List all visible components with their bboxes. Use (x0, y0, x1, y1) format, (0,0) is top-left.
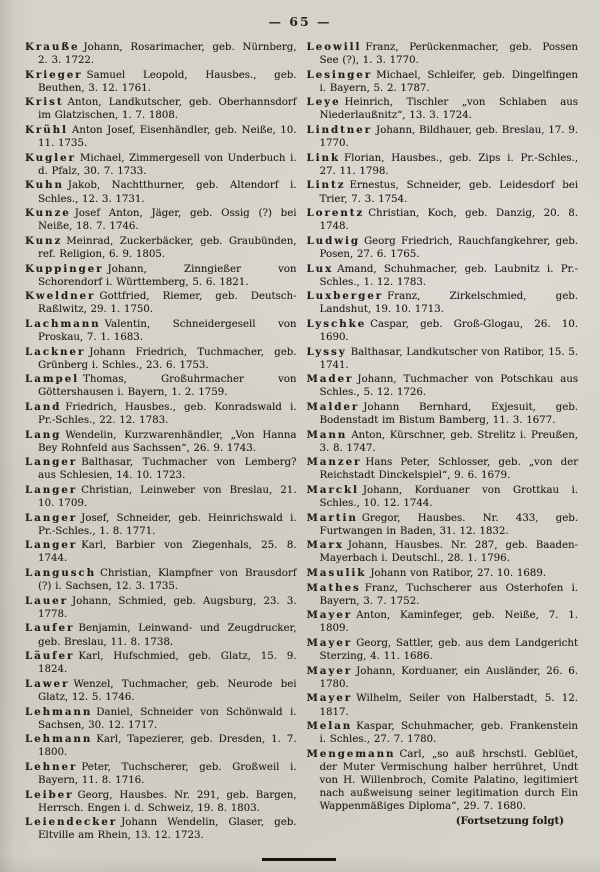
entry-details: Johann, Tuchmacher von Potschkau aus Schles., 5. 12. 1726. (319, 374, 578, 399)
directory-entry (25, 207, 297, 233)
entry-details: Michael, Zimmergesell von Underbuch i. d. Pfalz, 30. 7. 1733. (38, 152, 297, 177)
entry-details: Franz, Tuchscherer aus Osterhofen i. Bayern, 3. 7. 1752. (319, 582, 578, 607)
entry-details: Josef, Schneider, geb. Heinrichswald i. Pr.-Schles., 1. 8. 1771. (38, 512, 297, 537)
directory-entry (307, 665, 579, 691)
entry-details: Gregor, Hausbes. Nr. 433, geb. Furtwangen in Baden, 31. 12. 1832. (319, 512, 578, 537)
entry-surname: Melan (306, 720, 353, 733)
entry-details: Hans Peter, Schlosser, geb. „von der Reichstadt Dinckelspiel“, 9. 6. 1679. (319, 457, 578, 482)
entry-surname: Mayer (306, 664, 353, 677)
directory-entry (25, 816, 297, 842)
entry-surname: Lampel (25, 373, 80, 386)
entry-details: Johann von Ratibor, 27. 10. 1689. (370, 568, 546, 580)
directory-entry (307, 290, 579, 316)
entry-surname: Langusch (25, 567, 97, 580)
entry-surname: Malder (306, 400, 360, 413)
entry-surname: Kunze (25, 207, 71, 220)
entry-surname: Mayer (306, 692, 353, 705)
entry-surname: Mathes (306, 581, 361, 594)
directory-entry (307, 69, 579, 95)
entry-details: Balthasar, Landkutscher von Ratibor, 15. 5. 1741. (319, 346, 578, 371)
entry-surname: Lachmann (25, 317, 101, 330)
directory-entry (25, 179, 297, 205)
entry-details: Anton, Kürschner, geb. Strelitz i. Preußen, 3. 8. 1747. (319, 429, 578, 454)
continuation-note: (Fortsetzung folgt) (455, 814, 564, 827)
entry-surname: Lintz (306, 179, 346, 192)
directory-entry (307, 456, 579, 482)
entry-details: Georg, Sattler, geb. aus dem Landgericht Sterzing, 4. 11. 1686. (319, 638, 578, 663)
entry-details: Gottfried, Riemer, geb. Deutsch-Raßlwitz, 29. 1. 1750. (38, 291, 297, 316)
directory-entry (307, 346, 579, 372)
entry-surname: Masulik (306, 567, 367, 580)
entry-details: Michael, Schleifer, geb. Dingelfingen i. Bayern, 5. 2. 1787. (319, 69, 578, 94)
entry-surname: Lesinger (306, 68, 373, 81)
entry-details: Wilhelm, Seiler von Halberstadt, 5. 12. 1817. (319, 693, 578, 718)
directory-entry (307, 124, 579, 150)
entry-surname: Lyschke (306, 317, 367, 330)
entry-surname: Kugler (25, 151, 76, 164)
entry-surname: Kunz (25, 234, 63, 247)
directory-entry (25, 124, 297, 150)
directory-entry (25, 96, 297, 122)
entry-surname: Lorentz (306, 207, 365, 220)
entry-details: Wenzel, Tuchmacher, geb. Neurode bei Glatz, 12. 5. 1746. (38, 678, 297, 703)
directory-entry (307, 484, 579, 510)
directory-entry (25, 263, 297, 289)
entry-surname: Kweldner (25, 290, 96, 303)
entry-surname: Marckl (306, 484, 359, 496)
entry-details: Anton Josef, Eisenhändler, geb. Neiße, 10. 11. 1735. (38, 125, 297, 150)
directory-entry (307, 567, 579, 580)
page-number: — 65 — (268, 14, 332, 29)
directory-entry (307, 318, 579, 344)
entry-surname: Ludwig (306, 234, 360, 247)
column-right (307, 41, 579, 844)
entry-surname: Leye (306, 96, 341, 109)
entry-surname: Martin (306, 511, 358, 524)
entry-surname: Laufer (25, 622, 75, 635)
entry-surname: Leiendecker (25, 816, 118, 829)
directory-entry (25, 41, 297, 67)
directory-entry (25, 622, 297, 648)
entry-details: Johann, Korduaner, ein Ausländer, 26. 6. 1780. (319, 665, 578, 690)
entry-details: Johann, Bildhauer, geb. Breslau, 17. 9. 1770. (319, 125, 578, 150)
directory-entry (25, 152, 297, 178)
entry-details: Johann Bernhard, Exjesuit, geb. Bodenstadt im Bistum Bamberg, 11. 3. 1677. (319, 401, 578, 427)
entry-surname: Lux (306, 262, 334, 275)
entry-details: Ernestus, Schneider, geb. Leidesdorf bei Trier, 7. 3. 1754. (319, 180, 578, 205)
entry-surname: Marx (306, 539, 344, 552)
entry-details: Christian, Klampfner von Brausdorf (?) i. Sachsen, 12. 3. 1735. (38, 568, 297, 593)
directory-entry (307, 512, 579, 538)
entry-surname: Kuppinger (25, 262, 104, 275)
entry-details: Karl, Barbier von Ziegenhals, 25. 8. 1744. (38, 540, 297, 565)
entry-surname: Luxberger (306, 290, 384, 303)
entry-details: Benjamin, Leinwand- und Zeugdrucker, geb. Breslau, 11. 8. 1738. (38, 623, 297, 648)
entry-surname: Lehner (25, 760, 78, 773)
entry-details: Amand, Schuhmacher, geb. Laubnitz i. Pr.-Schles., 1. 12. 1783. (319, 263, 578, 288)
entry-surname: Lauer (25, 594, 69, 607)
entry-details: Heinrich, Tischler „von Schlaben aus Niederlaußnitz“, 13. 3. 1724. (319, 97, 578, 122)
entry-details: Karl, Tapezierer, geb. Dresden, 1. 7. 1800. (38, 734, 297, 759)
directory-entry (307, 263, 579, 289)
entry-details: Peter, Tuchscherer, geb. Großweil i. Bayern, 11. 8. 1716. (38, 761, 297, 786)
entry-surname: Mengemann (306, 747, 396, 760)
entry-details: Meinrad, Zuckerbäcker, geb. Graubünden, ref. Religion, 6. 9. 1805. (38, 235, 297, 260)
directory-entry (25, 706, 297, 732)
directory-entry (25, 456, 297, 482)
directory-entry (307, 401, 579, 427)
entry-details: Georg Friedrich, Rauchfangkehrer, geb. Posen, 27. 6. 1765. (319, 235, 578, 260)
directory-entry (307, 539, 579, 565)
directory-entry (307, 96, 579, 122)
entry-details: Johann, Zinngießer von Schorendorf i. Württemberg, 5. 6. 1821. (38, 263, 297, 288)
entry-details: Thomas, Großuhrmacher von Göttershausen i. Bayern, 1. 2. 1759. (38, 374, 297, 399)
entry-details: Samuel Leopold, Hausbes., geb. Beuthen, 3. 12. 1761. (38, 69, 297, 94)
entry-details: Carl, „so auß hrschstl. Geblüet, der Muter Vermischung halber herrühret, Undt von H. Willenbroch, Comite Palatino, legitimiert nach außweisung seiner legitimation durch Ein Wappenmäßiges Diploma“, 29. 7. 1680. (319, 748, 578, 813)
directory-entry (307, 637, 579, 663)
directory-entry (25, 235, 297, 261)
directory-entry (25, 733, 297, 759)
directory-entry (307, 373, 579, 399)
entry-details: Jakob, Nachtthurner, geb. Altendorf i. Schles., 12. 3. 1731. (38, 180, 297, 205)
directory-entry (307, 429, 579, 455)
entry-surname: Kuhn (25, 179, 64, 192)
directory-entry (307, 748, 579, 813)
directory-entry (25, 567, 297, 593)
directory-entry (25, 346, 297, 372)
directory-entry (25, 401, 297, 427)
directory-entry (25, 761, 297, 787)
entry-details: Anton, Landkutscher, geb. Oberhannsdorf im Glatzischen, 1. 7. 1808. (38, 97, 297, 122)
entry-surname: Langer (25, 539, 78, 552)
directory-entry (307, 152, 579, 178)
entry-surname: Leiber (25, 788, 74, 801)
directory-entry (307, 207, 579, 233)
entry-surname: Leowill (306, 41, 362, 53)
entry-surname: Mayer (306, 637, 353, 650)
entry-details: Christian, Koch, geb. Danzig, 20. 8. 1748. (319, 208, 578, 233)
entry-surname: Krauße (25, 41, 80, 53)
entry-surname: Land (25, 400, 62, 413)
directory-entry (25, 512, 297, 538)
directory-entry (307, 179, 579, 205)
directory-entry (25, 373, 297, 399)
text-columns (0, 29, 600, 844)
directory-entry (25, 318, 297, 344)
entry-details: Georg, Hausbes. Nr. 291, geb. Bargen, Herrsch. Engen i. d. Schweiz, 19. 8. 1803. (38, 789, 297, 814)
section-end-rule (262, 858, 336, 861)
entry-surname: Krist (25, 96, 64, 109)
directory-entry (307, 41, 579, 67)
entry-surname: Langer (25, 456, 78, 469)
entry-surname: Lehmann (25, 705, 93, 718)
directory-entry (25, 650, 297, 676)
entry-surname: Lawer (25, 677, 70, 690)
entry-details: Johann, Rosarimacher, geb. Nürnberg, 2. 3. 1722. (38, 42, 297, 67)
entry-surname: Link (306, 151, 340, 164)
directory-entry (25, 595, 297, 621)
entry-details: Caspar, geb. Groß-Glogau, 26. 10. 1690. (319, 318, 578, 343)
entry-details: Josef Anton, Jäger, geb. Ossig (?) bei Neiße, 18. 7. 1746. (38, 208, 297, 233)
entry-details: Balthasar, Tuchmacher von Lemberg? aus Schlesien, 14. 10. 1723. (38, 457, 297, 482)
directory-entry (25, 69, 297, 95)
entry-details: Valentin, Schneidergesell von Proskau, 7. 1. 1683. (38, 318, 297, 343)
directory-entry (307, 235, 579, 261)
entry-surname: Lehmann (25, 733, 93, 746)
directory-entry (25, 429, 297, 455)
entry-details: Johann, Schmied, geb. Augsburg, 23. 3. 1778. (38, 595, 297, 620)
entry-details: Johann Wendelin, Glaser, geb. Eltville am Rhein, 13. 12. 1723. (38, 817, 297, 842)
entry-details: Johann, Korduaner von Grottkau i. Schles., 10. 12. 1744. (319, 485, 578, 510)
directory-entry (307, 692, 579, 718)
entry-surname: Lindtner (306, 124, 373, 137)
column-left (25, 41, 297, 844)
directory-entry (307, 582, 579, 608)
entry-details: Karl, Hufschmied, geb. Glatz, 15. 9. 1824. (38, 651, 297, 676)
directory-entry (25, 290, 297, 316)
entry-surname: Krühl (25, 124, 68, 137)
entry-surname: Mann (306, 428, 348, 441)
entry-surname: Langer (25, 511, 78, 524)
entry-details: Franz, Perückenmacher, geb. Possen See (?), 1. 3. 1770. (319, 42, 578, 67)
entry-details: Florian, Hausbes., geb. Zips i. Pr.-Schles., 27. 11. 1798. (319, 152, 578, 177)
entry-surname: Läufer (25, 650, 75, 663)
entry-surname: Mader (306, 373, 354, 386)
entry-details: Daniel, Schneider von Schönwald i. Sachsen, 30. 12. 1717. (38, 706, 297, 731)
entry-surname: Mayer (306, 609, 353, 622)
directory-entry (307, 720, 579, 746)
directory-entry (25, 789, 297, 815)
entry-details: Christian, Leinweber von Breslau, 21. 10. 1709. (38, 485, 297, 510)
entry-surname: Lyssy (306, 345, 347, 358)
entry-details: Johann Friedrich, Tuchmacher, geb. Grünberg i. Schles., 23. 6. 1753. (38, 346, 297, 371)
entry-surname: Langer (25, 484, 78, 496)
directory-entry (25, 484, 297, 510)
entry-details: Wendelin, Kurzwarenhändler, „Von Hanna Bey Rohnfeld aus Sachssen“, 26. 9. 1743. (38, 429, 297, 454)
entry-details: Friedrich, Hausbes., geb. Konradswald i. Pr.-Schles., 22. 12. 1783. (38, 401, 297, 427)
entry-surname: Lang (25, 428, 62, 441)
entry-details: Johann, Hausbes. Nr. 287, geb. Baaden-Mayerbach i. Deutschl., 28. 1. 1796. (319, 540, 578, 565)
directory-entry (25, 678, 297, 704)
directory-entry (25, 539, 297, 565)
entry-surname: Krieger (25, 68, 83, 81)
entry-details: Franz, Zirkelschmied, geb. Landshut, 19. 10. 1713. (319, 291, 578, 316)
entry-surname: Manzer (306, 456, 362, 469)
entry-details: Kaspar, Schuhmacher, geb. Frankenstein i. Schles., 27. 7. 1780. (319, 721, 578, 746)
directory-entry (307, 609, 579, 635)
entry-surname: Lackner (25, 345, 86, 358)
entry-details: Anton, Kaminfeger, geb. Neiße, 7. 1. 1809. (319, 610, 578, 635)
